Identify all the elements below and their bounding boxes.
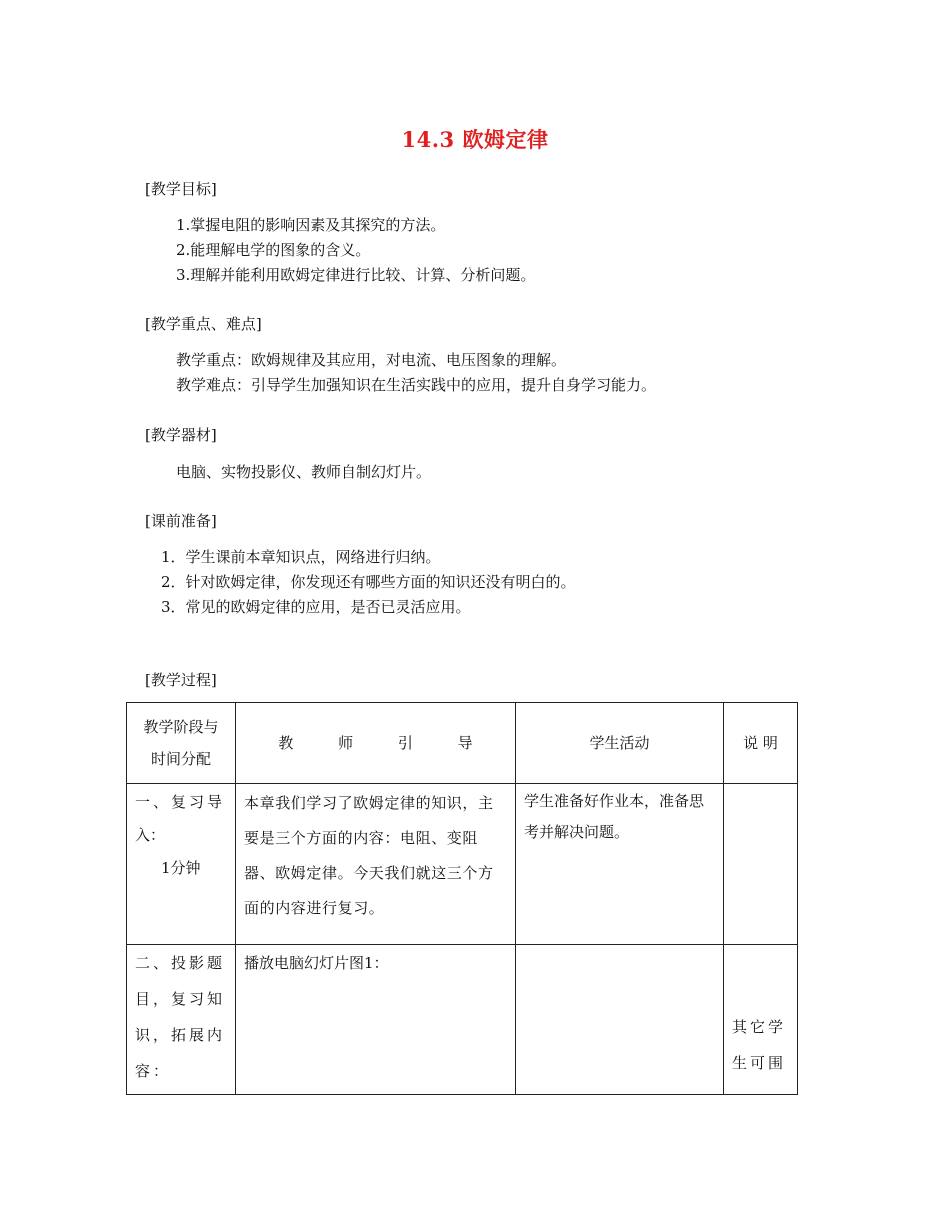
stage-line: 识，拓展内 (135, 1026, 226, 1044)
equipment-item: 电脑、实物投影仪、教师自制幻灯片。 (176, 463, 432, 481)
key-point-item: 教学难点：引导学生加强知识在生活实践中的应用，提升自身学习能力。 (176, 376, 657, 394)
section-heading-key-points: [教学重点、难点] (145, 315, 262, 333)
student-cell (516, 945, 724, 1095)
section-heading-goals: [教学目标] (145, 180, 217, 198)
teacher-cell (236, 945, 516, 1095)
goal-item: 3.理解并能利用欧姆定律进行比较、计算、分析问题。 (176, 266, 536, 284)
note-line: 其它学 (732, 1018, 787, 1036)
table-row (127, 945, 798, 1095)
header-note: 说 明 (724, 703, 798, 784)
stage-cell (127, 945, 236, 1095)
note-line: 生可围 (732, 1054, 787, 1072)
header-stage-line: 时间分配 (150, 750, 211, 768)
note-cell (724, 784, 798, 945)
teaching-process-table (126, 702, 798, 1095)
stage-line: 1分钟 (161, 859, 201, 877)
page-title: 14.3 欧姆定律 (401, 127, 549, 152)
stage-line: 入： (135, 826, 166, 844)
student-text: 学生准备好作业本，准备思考并解决问题。 (524, 792, 705, 841)
goal-item: 1.掌握电阻的影响因素及其探究的方法。 (176, 216, 446, 234)
goal-item: 2.能理解电学的图象的含义。 (176, 241, 371, 259)
stage-line: 容： (135, 1062, 172, 1080)
header-teacher (236, 703, 516, 784)
header-stage (127, 703, 236, 784)
section-heading-process: [教学过程] (145, 671, 217, 689)
table-header-row (127, 703, 798, 784)
key-point-item: 教学重点：欧姆规律及其应用，对电流、电压图象的理解。 (176, 351, 567, 369)
teacher-text: 播放电脑幻灯片图1： (244, 954, 389, 972)
header-stage-line: 教学阶段与 (143, 718, 219, 736)
teacher-cell (236, 784, 516, 945)
stage-cell (127, 784, 236, 945)
section-heading-equipment: [教学器材] (145, 426, 217, 444)
stage-line: 一、复习导 (135, 793, 226, 811)
note-cell (724, 945, 798, 1095)
header-student: 学生活动 (516, 703, 724, 784)
table-row (127, 784, 798, 945)
preparation-item: 1．学生课前本章知识点，网络进行归纳。 (161, 548, 441, 566)
teacher-text: 本章我们学习了欧姆定律的知识，主要是三个方面的内容：电阻、变阻器、欧姆定律。今天我们就这三个方面的内容进行复习。 (244, 794, 494, 917)
stage-line: 目，复习知 (135, 990, 226, 1008)
preparation-item: 3．常见的欧姆定律的应用，是否已灵活应用。 (161, 598, 471, 616)
header-teacher-label: 教 师 引 导 (278, 734, 493, 752)
student-cell (516, 784, 724, 945)
section-heading-preparation: [课前准备] (145, 512, 217, 530)
stage-line: 二、投影题 (135, 954, 226, 972)
preparation-item: 2．针对欧姆定律，你发现还有哪些方面的知识还没有明白的。 (161, 573, 576, 591)
